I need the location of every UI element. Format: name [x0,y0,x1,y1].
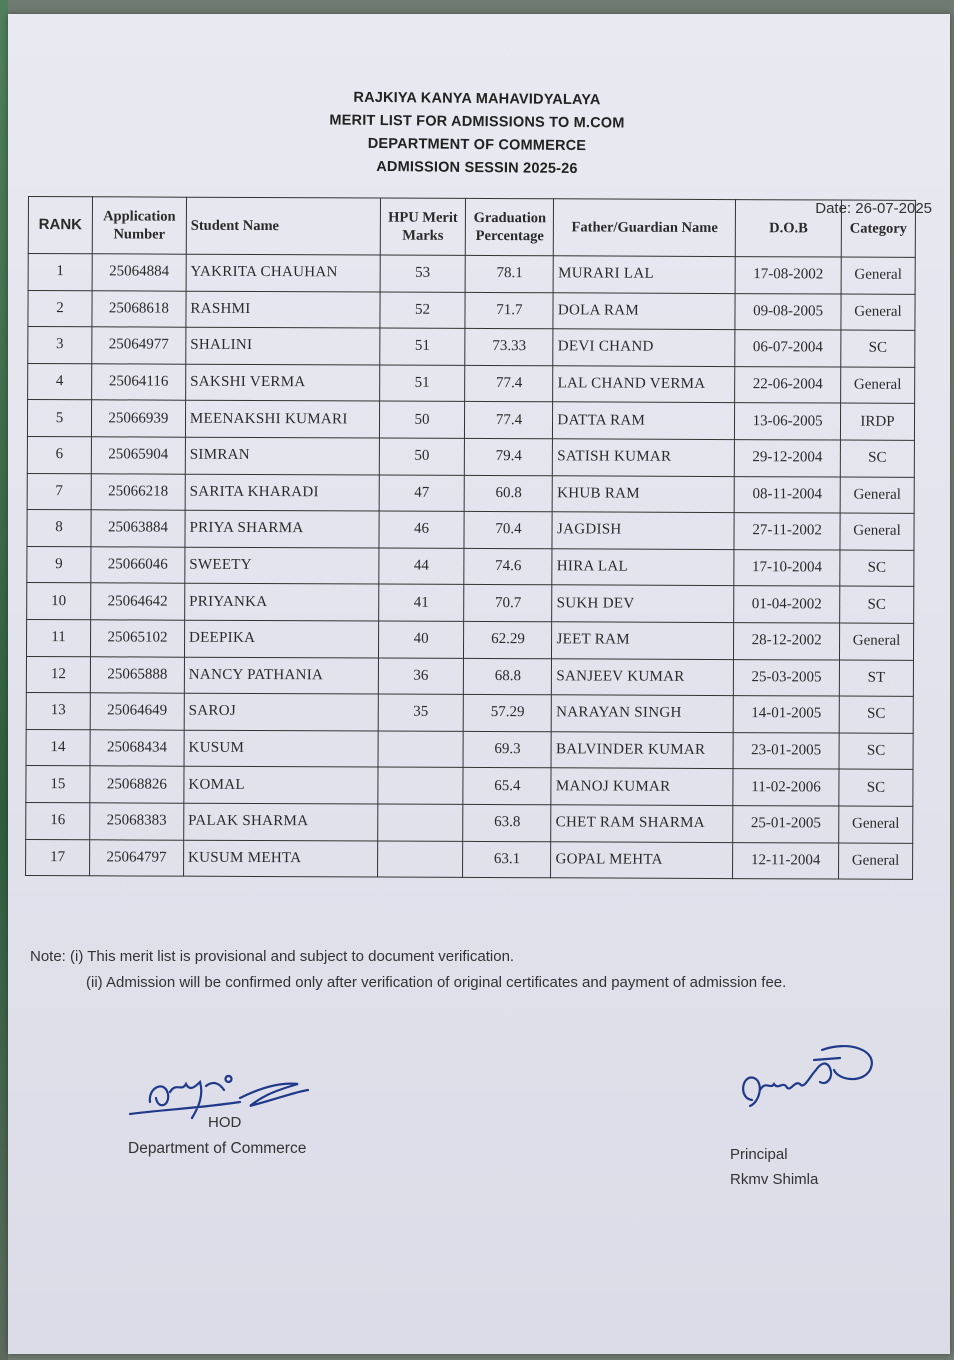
cell-father-guardian-name: LAL CHAND VERMA [553,366,735,403]
cell-category: General [841,294,915,331]
cell-graduation-percentage: 73.33 [465,329,553,366]
cell-dob: 11-02-2006 [733,769,839,806]
cell-father-guardian-name: JEET RAM [552,622,734,659]
background-edge [0,0,8,1360]
note-admission-confirmation: (ii) Admission will be confirmed only after verification of original certificates and payment of admission fee. [86,974,787,991]
cell-rank: 5 [27,400,91,437]
cell-hpu-merit-marks: 50 [379,438,465,475]
table-row [26,619,913,659]
cell-father-guardian-name: BALVINDER KUMAR [551,732,733,769]
cell-category: SC [840,550,914,587]
cell-application-number: 25068618 [92,290,186,327]
cell-application-number: 25066939 [91,400,185,437]
cell-category: General [841,367,915,404]
cell-application-number: 25066218 [91,473,185,510]
cell-rank: 2 [28,290,92,327]
column-header-graduation-percentage: Graduation Percentage [466,198,554,255]
table-row [27,583,914,623]
cell-dob: 27-11-2002 [734,513,840,550]
cell-category: SC [840,586,914,623]
cell-student-name: NANCY PATHANIA [184,657,378,694]
table-row [26,729,913,769]
cell-category: SC [839,733,913,770]
table-row [28,327,915,367]
cell-category: General [840,513,914,550]
cell-graduation-percentage: 78.1 [466,255,554,292]
cell-category: General [839,623,913,660]
cell-dob: 17-08-2002 [735,257,841,294]
cell-application-number: 25064977 [92,327,186,364]
cell-father-guardian-name: CHET RAM SHARMA [551,805,733,842]
cell-student-name: MEENAKSHI KUMARI [185,401,379,438]
cell-student-name: PRIYANKA [185,584,379,621]
cell-student-name: KUSUM [184,730,378,767]
cell-graduation-percentage: 63.8 [463,804,551,841]
table-row [26,766,913,806]
cell-application-number: 25064884 [92,254,186,291]
cell-graduation-percentage: 57.29 [464,695,552,732]
cell-rank: 14 [26,729,90,766]
table-row [27,473,914,513]
cell-student-name: SAROJ [184,693,378,730]
cell-application-number: 25063884 [91,510,185,547]
cell-father-guardian-name: DEVI CHAND [553,329,735,366]
cell-application-number: 25068383 [90,803,184,840]
list-date: Date: 26-07-2025 [815,200,932,217]
department-name: DEPARTMENT OF COMMERCE [367,135,587,155]
cell-graduation-percentage: 68.8 [464,658,552,695]
cell-graduation-percentage: 70.7 [464,585,552,622]
cell-hpu-merit-marks: 53 [380,255,466,292]
cell-application-number: 25068826 [90,766,184,803]
cell-hpu-merit-marks: 44 [378,548,464,585]
cell-father-guardian-name: JAGDISH [552,512,734,549]
table-row [27,400,914,440]
cell-graduation-percentage: 63.1 [463,841,551,878]
cell-student-name: PALAK SHARMA [184,803,378,840]
cell-dob: 06-07-2004 [735,330,841,367]
cell-application-number: 25064642 [91,583,185,620]
cell-rank: 6 [27,436,91,473]
institution-name: RAJKIYA KANYA MAHAVIDYALAYA [353,89,601,109]
admission-session: ADMISSION SESSIN 2025-26 [376,158,578,178]
principal-signature [730,1040,900,1120]
list-title: MERIT LIST FOR ADMISSIONS TO M.COM [329,112,625,132]
cell-rank: 13 [26,693,90,730]
table-row [28,363,915,403]
cell-hpu-merit-marks: 51 [379,328,465,365]
cell-father-guardian-name: NARAYAN SINGH [552,695,734,732]
cell-father-guardian-name: HIRA LAL [552,549,734,586]
cell-category: SC [840,440,914,477]
note-provisional: Note: (i) This merit list is provisional and subject to document verification. [30,948,515,965]
cell-student-name: SARITA KHARADI [185,474,379,511]
cell-application-number: 25064649 [90,693,184,730]
principal-block [730,1142,818,1192]
cell-dob: 23-01-2005 [733,732,839,769]
cell-student-name: RASHMI [186,291,380,328]
cell-hpu-merit-marks [377,767,463,804]
cell-dob: 01-04-2002 [734,586,840,623]
cell-category: ST [839,660,913,697]
table-row [28,290,915,330]
cell-father-guardian-name: MANOJ KUMAR [551,768,733,805]
cell-rank: 17 [26,839,90,876]
cell-dob: 13-06-2005 [735,403,841,440]
cell-category: SC [839,769,913,806]
table-row [27,436,914,476]
cell-student-name: SIMRAN [185,437,379,474]
cell-father-guardian-name: SUKH DEV [552,585,734,622]
cell-graduation-percentage: 60.8 [465,475,553,512]
column-header-application-number: Application Number [92,197,186,254]
cell-application-number: 25064797 [89,839,183,876]
cell-rank: 7 [27,473,91,510]
cell-category: SC [841,330,915,367]
cell-rank: 16 [26,802,90,839]
cell-hpu-merit-marks: 40 [378,621,464,658]
cell-dob: 25-01-2005 [733,805,839,842]
table-row [27,546,914,586]
document-header [0,88,954,180]
cell-hpu-merit-marks: 41 [378,584,464,621]
cell-dob: 25-03-2005 [734,659,840,696]
cell-graduation-percentage: 62.29 [464,621,552,658]
cell-dob: 22-06-2004 [735,366,841,403]
cell-rank: 3 [28,327,92,364]
cell-rank: 9 [27,546,91,583]
cell-category: General [839,843,913,880]
cell-application-number: 25065102 [90,620,184,657]
cell-category: General [840,477,914,514]
cell-rank: 1 [28,254,92,291]
cell-dob: 28-12-2002 [734,623,840,660]
cell-hpu-merit-marks [377,804,463,841]
cell-dob: 09-08-2005 [735,293,841,330]
column-header-category: Category [841,200,915,257]
cell-rank: 11 [26,619,90,656]
cell-student-name: SHALINI [186,327,380,364]
cell-student-name: SAKSHI VERMA [186,364,380,401]
cell-dob: 17-10-2004 [734,549,840,586]
cell-student-name: DEEPIKA [184,620,378,657]
merit-table-body [26,254,916,880]
cell-hpu-merit-marks: 47 [379,475,465,512]
column-header-hpu-merit-marks: HPU Merit Marks [380,198,466,255]
table-row [26,839,913,879]
cell-graduation-percentage: 69.3 [463,731,551,768]
table-row [26,802,913,842]
cell-student-name: KOMAL [184,766,378,803]
principal-place: Rkmv Shimla [730,1171,819,1188]
notes-section [30,944,786,996]
cell-hpu-merit-marks: 50 [379,401,465,438]
column-header-rank: RANK [28,197,92,254]
cell-graduation-percentage: 65.4 [463,768,551,805]
cell-application-number: 25066046 [91,547,185,584]
department-signature-label: Department of Commerce [128,1140,307,1157]
cell-rank: 15 [26,766,90,803]
cell-student-name: SWEETY [185,547,379,584]
cell-hpu-merit-marks [378,731,464,768]
cell-father-guardian-name: MURARI LAL [554,256,736,293]
cell-father-guardian-name: DOLA RAM [553,292,735,329]
cell-rank: 8 [27,510,91,547]
cell-category: IRDP [840,403,914,440]
cell-graduation-percentage: 70.4 [464,512,552,549]
cell-category: General [841,257,915,294]
cell-father-guardian-name: GOPAL MEHTA [551,841,733,878]
table-row [28,254,915,294]
cell-application-number: 25068434 [90,729,184,766]
cell-father-guardian-name: DATTA RAM [553,402,735,439]
cell-dob: 12-11-2004 [733,842,839,879]
cell-application-number: 25065904 [91,437,185,474]
table-header-row [28,197,915,258]
cell-student-name: PRIYA SHARMA [185,510,379,547]
cell-father-guardian-name: SATISH KUMAR [553,439,735,476]
cell-graduation-percentage: 77.4 [465,365,553,402]
cell-hpu-merit-marks: 36 [378,658,464,695]
column-header-student-name: Student Name [186,197,380,255]
cell-hpu-merit-marks [377,841,463,878]
cell-graduation-percentage: 79.4 [465,438,553,475]
cell-category: SC [839,696,913,733]
principal-label: Principal [730,1146,788,1163]
cell-father-guardian-name: KHUB RAM [553,475,735,512]
table-row [26,656,913,696]
cell-category: General [839,806,913,843]
merit-table [25,196,916,880]
column-header-dob: D.O.B [735,200,841,257]
cell-rank: 4 [28,363,92,400]
cell-hpu-merit-marks: 46 [379,511,465,548]
cell-rank: 10 [27,583,91,620]
table-row [27,510,914,550]
cell-student-name: YAKRITA CHAUHAN [186,254,380,291]
cell-hpu-merit-marks: 51 [379,365,465,402]
cell-graduation-percentage: 74.6 [464,548,552,585]
cell-rank: 12 [26,656,90,693]
cell-application-number: 25065888 [90,656,184,693]
cell-graduation-percentage: 77.4 [465,402,553,439]
cell-hpu-merit-marks: 35 [378,694,464,731]
cell-dob: 14-01-2005 [733,696,839,733]
column-header-father-guardian-name: Father/Guardian Name [554,199,736,257]
cell-father-guardian-name: SANJEEV KUMAR [552,658,734,695]
table-row [26,693,913,733]
hod-label: HOD [208,1114,242,1131]
cell-dob: 08-11-2004 [734,476,840,513]
cell-application-number: 25064116 [92,364,186,401]
cell-hpu-merit-marks: 52 [380,292,466,329]
cell-student-name: KUSUM MEHTA [183,840,377,877]
cell-dob: 29-12-2004 [734,440,840,477]
cell-graduation-percentage: 71.7 [465,292,553,329]
